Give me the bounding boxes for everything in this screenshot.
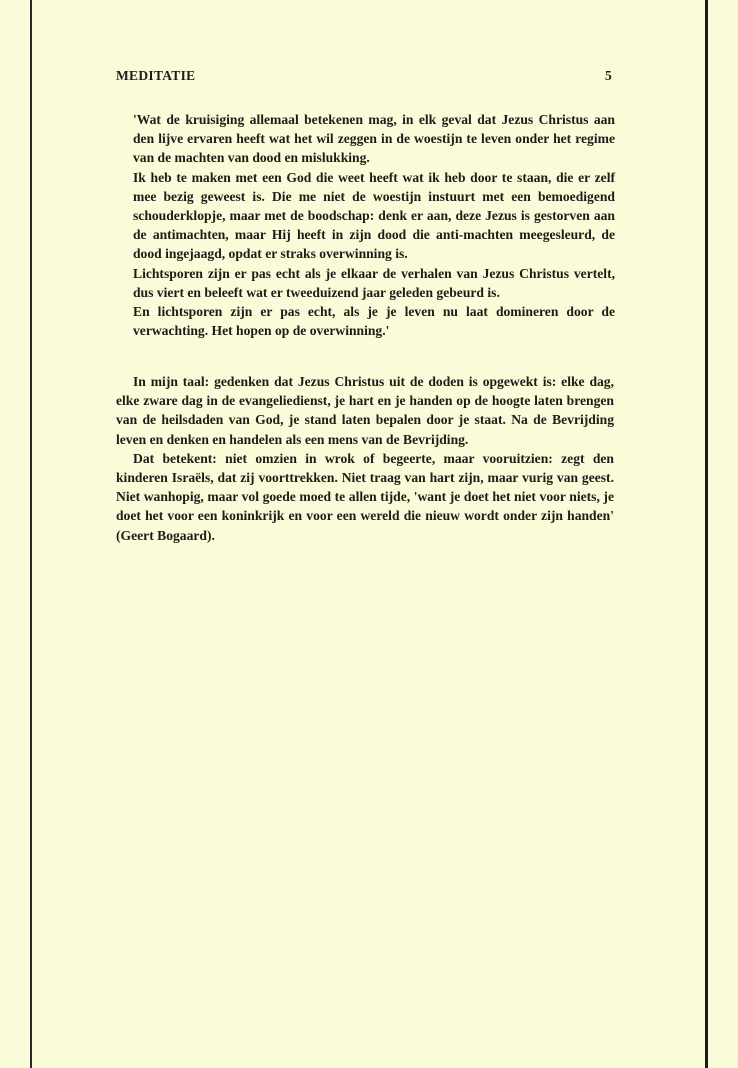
quote-paragraph-2: Ik heb te maken met een God die weet heeft wat ik heb door te staan, die er zelf mee bezig geweest is. Die me niet de woestijn instuurt met een bemoedigend schouderklopje, maar met de boodschap: denk er aan, deze Jezus is gestorven aan de antimachten, maar Hij heeft in zijn dood die anti-machten meegesleurd, de dood ingejaagd, opdat er straks overwinning is. <box>133 169 615 262</box>
body-text <box>116 372 614 545</box>
page-left-edge <box>30 0 32 1068</box>
section-title: MEDITATIE <box>116 68 196 83</box>
page-right-edge <box>705 0 708 1068</box>
quote-paragraph-3: Lichtsporen zijn er pas echt als je elkaar de verhalen van Jezus Christus vertelt, dus viert en beleeft wat er tweeduizend jaar geleden gebeurd is. <box>133 265 615 300</box>
body-paragraph-2: Dat betekent: niet omzien in wrok of begeerte, maar vooruitzien: zegt den kinderen Israëls, dat zij voorttrekken. Niet traag van hart zijn, maar vurig van geest. Niet wanhopig, maar vol goede moed te allen tijde, 'want je doet het niet voor niets, je doet het voor een koninkrijk en voor een wereld die nieuw wordt onder zijn handen' (Geert Bogaard). <box>116 450 614 543</box>
quote-paragraph-1: 'Wat de kruisiging allemaal betekenen mag, in elk geval dat Jezus Christus aan den lijve ervaren heeft wat het wil zeggen in de woestijn te leven onder het regime van de machten van dood en mislukking. <box>133 112 615 166</box>
running-header <box>116 68 612 84</box>
quoted-passage <box>133 110 615 340</box>
page-number: 5 <box>604 68 612 83</box>
quote-paragraph-4: En lichtsporen zijn er pas echt, als je je leven nu laat domineren door de verwachting. Het hopen op de overwinning.' <box>133 304 615 339</box>
body-paragraph-1: In mijn taal: gedenken dat Jezus Christus uit de doden is opgewekt is: elke dag, elke zware dag in de evangeliedienst, je hart en je handen op de hoogte laten brengen van de heilsdaden van God, je stand laten bepalen door je staat. Na de Bevrijding leven en denken en handelen als een mens van de Bevrijding. <box>116 374 614 447</box>
